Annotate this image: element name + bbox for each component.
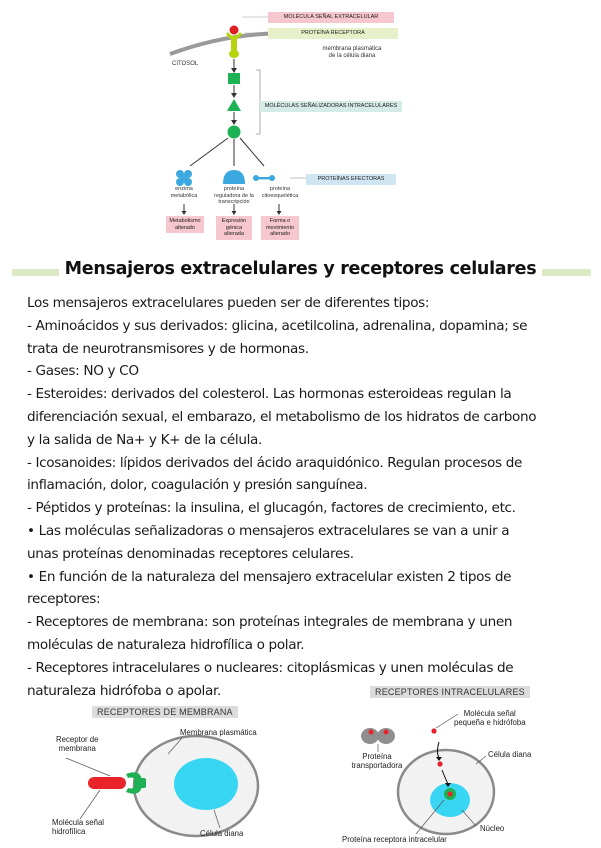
intracellular-diagram-title: RECEPTORES INTRACELULARES <box>370 686 530 698</box>
effector-result-3: Forma o movimiento alterado <box>261 216 299 240</box>
hydrophilic-molecule-label: Molécula señal hidrofílica <box>52 818 105 836</box>
target-cell-label: Célula diana <box>200 829 244 838</box>
text-line: Los mensajeros extracelulares pueden ser de diferentes tipos: <box>27 295 430 311</box>
pathway-graphic <box>160 6 420 246</box>
signal-molecule-label: MOLÉCULA SEÑAL EXTRACELULAR <box>268 12 394 23</box>
nucleus-label: Núcleo <box>480 824 505 833</box>
effector-name-3: proteína citoesquelética <box>261 186 299 199</box>
text-line: - Receptores intracelulares o nucleares: citoplásmicas y unen moléculas de <box>27 659 514 676</box>
membrane-receptor-label: Receptor de membrana <box>56 735 99 753</box>
effector-name-2: proteína reguladora de la transcripción <box>214 186 254 205</box>
text-line: y la salida de Na+ y K+ de la célula. <box>27 431 263 448</box>
text-line: - Gases: NO y CO <box>27 363 139 380</box>
intracellular-receptors-diagram <box>336 684 598 846</box>
text-line: diferenciación sexual, el embarazo, el metabolismo de los hidratos de carbono <box>27 408 537 425</box>
effector-result-1: Metabolismo alterado <box>166 216 204 233</box>
text-line: - Receptores de membrana: son proteínas integrales de membrana y unen <box>27 614 513 631</box>
target-cell-label: Célula diana <box>488 750 532 759</box>
intracellular-receptor-label: Proteína receptora intracelular <box>342 835 447 844</box>
text-line: - Icosanoides: lípidos derivados del ácido araquidónico. Regulan procesos de <box>27 454 523 471</box>
small-hydrophobic-molecule-label: Molécula señal pequeña e hidrófoba <box>454 709 526 727</box>
effector-name-1: enzima metabólica <box>170 186 198 199</box>
text-line: moléculas de naturaleza hidrofílica o polar. <box>27 636 305 653</box>
cytosol-label: CITOSOL <box>172 61 199 67</box>
membrane-label: membrana plasmática de la célula diana <box>322 46 382 59</box>
page-title: Mensajeros extracelulares y receptores celulares <box>59 259 543 279</box>
body-text <box>27 292 587 702</box>
text-line: naturaleza hidrófoba o apolar. <box>27 682 221 699</box>
text-line: • En función de la naturaleza del mensajero extracelular existen 2 tipos de <box>27 568 512 585</box>
membrane-receptors-diagram <box>30 704 300 848</box>
effector-result-2: Expresión génica alterada <box>216 216 252 240</box>
text-line: • Las moléculas señalizadoras o mensajeros extracelulares se van a unir a <box>27 522 510 539</box>
receptor-protein-label: PROTEÍNA RECEPTORA <box>268 28 398 39</box>
intracellular-molecules-label: MOLÉCULAS SEÑALIZADORAS INTRACELULARES <box>260 101 402 112</box>
signaling-pathway-diagram <box>160 6 420 246</box>
text-line: - Esteroides: derivados del colesterol. Las hormonas esteroideas regulan la <box>27 386 512 403</box>
plasma-membrane-label: Membrana plasmática <box>180 728 257 737</box>
text-line: receptores: <box>27 591 101 608</box>
carrier-protein-label: Proteína transportadora <box>351 752 403 770</box>
section-header <box>0 258 601 286</box>
text-line: unas proteínas denominadas receptores celulares. <box>27 545 354 562</box>
effector-proteins-label: PROTEÍNAS EFECTORAS <box>306 174 396 185</box>
text-line: - Péptidos y proteínas: la insulina, el glucagón, factores de crecimiento, etc. <box>27 500 516 517</box>
text-line: - Aminoácidos y sus derivados: glicina, acetilcolina, adrenalina, dopamina; se <box>27 317 528 334</box>
text-line: inflamación, dolor, coagulación y presión sanguínea. <box>27 477 368 494</box>
membrane-diagram-title: RECEPTORES DE MEMBRANA <box>92 706 238 718</box>
text-line: trata de neurotransmisores y de hormonas. <box>27 340 309 357</box>
